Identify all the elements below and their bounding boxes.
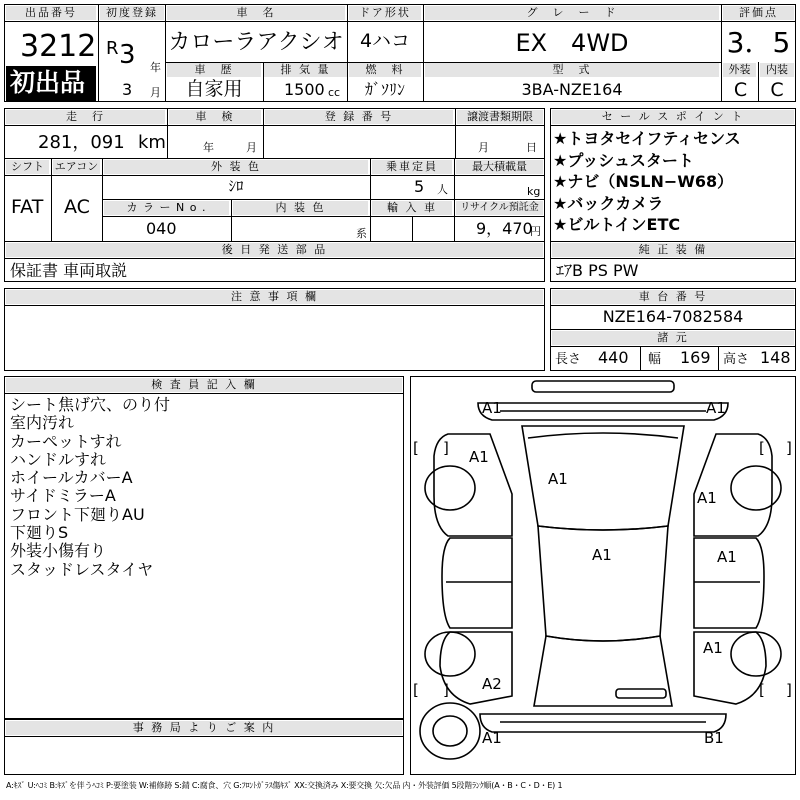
remark-line: ホイールカバーA <box>10 468 133 488</box>
ac-label: エアコン <box>54 160 99 173</box>
equipment-label: 純 正 装 備 <box>552 243 794 257</box>
inspector-remarks <box>10 396 170 579</box>
overall-score: 3．5 <box>726 26 791 59</box>
month-unit: 月 <box>150 86 161 99</box>
shift: FAT <box>11 196 44 218</box>
chassis-number: NZE164-7082584 <box>602 307 744 326</box>
lot-number: 3212 <box>20 29 97 64</box>
recycle-unit: 円 <box>530 225 541 238</box>
plate-label: 登 録 番 号 <box>265 110 453 124</box>
car-diagram <box>410 376 796 775</box>
damage-mark: A1 <box>697 489 717 507</box>
reg-month: 3 <box>122 80 133 99</box>
spec-label: 諸 元 <box>552 331 794 345</box>
remark-line: ハンドルすれ <box>10 449 107 469</box>
grade: EX 4WD <box>515 29 629 57</box>
damage-mark: A1 <box>592 546 612 564</box>
remark-line: 外装小傷有り <box>10 541 107 561</box>
transfer-docs-label: 譲渡書類期限 <box>457 110 543 124</box>
transfer-month-unit: 月 <box>478 141 489 154</box>
damage-mark: A1 <box>482 729 502 747</box>
equipment: ｴｱB PS PW <box>556 261 639 280</box>
max-load-label: 最大積載量 <box>456 160 543 174</box>
damage-mark: A1 <box>548 470 568 488</box>
remark-line: シート焦げ穴、のり付 <box>10 395 171 414</box>
width-label: 幅 <box>648 352 662 367</box>
max-load-unit: kg <box>527 185 541 198</box>
notes-label: 注 意 事 項 欄 <box>6 290 543 304</box>
sales-point: ★ナビ（NSLN−W68） <box>553 172 734 191</box>
score-label: 評価点 <box>723 6 794 20</box>
damage-mark: A1 <box>717 548 737 566</box>
import-label: 輸 入 車 <box>372 201 452 215</box>
bracket-mark: ] <box>786 439 792 457</box>
color-number: 040 <box>146 219 177 238</box>
shift-label: シフト <box>6 160 49 174</box>
damage-mark: A1 <box>482 399 502 417</box>
color-number-label: カ ラ ー N o . <box>104 201 229 215</box>
mileage-unit: km <box>138 132 166 153</box>
model-label: 車 名 <box>167 6 345 20</box>
transfer-day-unit: 日 <box>526 141 537 154</box>
sales-point: ★プッシュスタート <box>553 150 694 170</box>
sales-point: ★トヨタセイフティセンス <box>553 129 741 148</box>
air-conditioner: AC <box>64 196 90 218</box>
displacement-unit: cc <box>328 86 341 99</box>
later-parts: 保証書 車両取説 <box>10 261 128 280</box>
bracket-mark: ] <box>443 439 449 457</box>
exterior-grade: C <box>733 79 748 101</box>
remark-line: 室内汚れ <box>10 413 75 433</box>
sales-point: ★ビルトインETC <box>553 215 681 234</box>
inspection-month-unit: 月 <box>246 141 257 154</box>
damage-mark: B1 <box>704 729 724 747</box>
sales-point: ★バックカメラ <box>553 193 664 213</box>
remark-line: 下廻りS <box>10 523 69 543</box>
sales-points-list <box>553 128 741 236</box>
capacity-label: 乗車定員 <box>372 160 452 174</box>
recycle-label: リサイクル預託金 <box>456 201 543 215</box>
bracket-mark: [ <box>759 439 765 457</box>
fuel-label: 燃 料 <box>349 63 421 77</box>
door-shape: 4ハコ <box>359 30 411 52</box>
year-unit: 年 <box>150 61 161 74</box>
damage-mark: A2 <box>482 675 502 693</box>
remark-line: フロント下廻りAU <box>10 504 145 524</box>
footer-legend: A:ｷｽﾞ U:ﾍｺﾐ B:ｷｽﾞを伴うﾍｺﾐ P:要塗装 W:補修跡 S:錆 C:腐食、穴 G:ﾌﾛﾝﾄｶﾞﾗｽ傷ｷｽﾞ XX:交換済み X:要交換 欠:欠品 内・外装評価 5段階ﾗﾝｸ順(A・B・C・D・E) 1 <box>6 781 563 790</box>
bracket-mark: [ <box>413 681 419 699</box>
later-parts-label: 後 日 発 送 部 品 <box>6 243 543 257</box>
inspection-label: 車 検 <box>169 110 261 124</box>
chassis-label: 車 台 番 号 <box>552 290 794 304</box>
sales-points-label: セ ー ル ス ポ イ ン ト <box>552 110 794 124</box>
reg-year: 3 <box>119 40 136 70</box>
interior-color-unit: 系 <box>356 227 367 240</box>
bracket-mark: ] <box>443 681 449 699</box>
damage-mark: A1 <box>703 639 723 657</box>
displacement: 1500 <box>284 80 325 99</box>
remark-line: サイドミラーA <box>10 486 116 506</box>
mileage: 281，091 <box>38 132 125 153</box>
model-name: カローラアクシオ <box>168 30 344 55</box>
bracket-mark: [ <box>759 681 765 699</box>
model-code: 3BA-NZE164 <box>521 80 623 99</box>
bracket-mark: ] <box>786 681 792 699</box>
width: 169 <box>680 348 711 367</box>
bracket-mark: [ <box>413 439 419 457</box>
remark-line: カーペットすれ <box>10 431 122 451</box>
exterior-grade-label: 外装 <box>723 63 756 77</box>
remark-line: スタッドレスタイヤ <box>10 559 154 579</box>
first-reg-label: 初度登録 <box>100 6 164 20</box>
exterior-color: ｼﾛ <box>228 177 244 195</box>
height: 148 <box>760 348 791 367</box>
grade-label: グ レ ー ド <box>425 6 719 20</box>
capacity: 5 <box>414 177 425 196</box>
history-label: 車 歴 <box>167 63 261 77</box>
height-label: 高さ <box>723 352 750 367</box>
damage-mark: A1 <box>469 448 489 466</box>
interior-grade: C <box>770 79 784 101</box>
first-listing-label: 初出品 <box>10 68 86 97</box>
damage-mark: A1 <box>706 399 726 417</box>
era: R <box>106 38 119 59</box>
inspection-year-unit: 年 <box>203 141 214 154</box>
length-label: 長さ <box>555 352 582 367</box>
fuel: ｶﾞｿﾘﾝ <box>364 80 405 99</box>
capacity-unit: 人 <box>437 183 448 196</box>
lot-number-label: 出品番号 <box>6 6 96 20</box>
interior-grade-label: 内装 <box>760 63 794 77</box>
office-label: 事 務 局 よ り ご 案 内 <box>6 721 402 735</box>
inspector-label: 検 査 員 記 入 欄 <box>6 378 402 392</box>
model-code-label: 型 式 <box>425 63 719 77</box>
history: 自家用 <box>185 78 243 100</box>
recycle-fee: 9，470 <box>476 219 533 238</box>
exterior-color-label: 外 装 色 <box>104 160 368 174</box>
door-label: ドア形状 <box>349 6 421 20</box>
displacement-label: 排 気 量 <box>264 63 347 77</box>
mileage-label: 走 行 <box>6 110 165 124</box>
interior-color-label: 内 装 色 <box>233 201 368 215</box>
length: 440 <box>598 348 629 367</box>
